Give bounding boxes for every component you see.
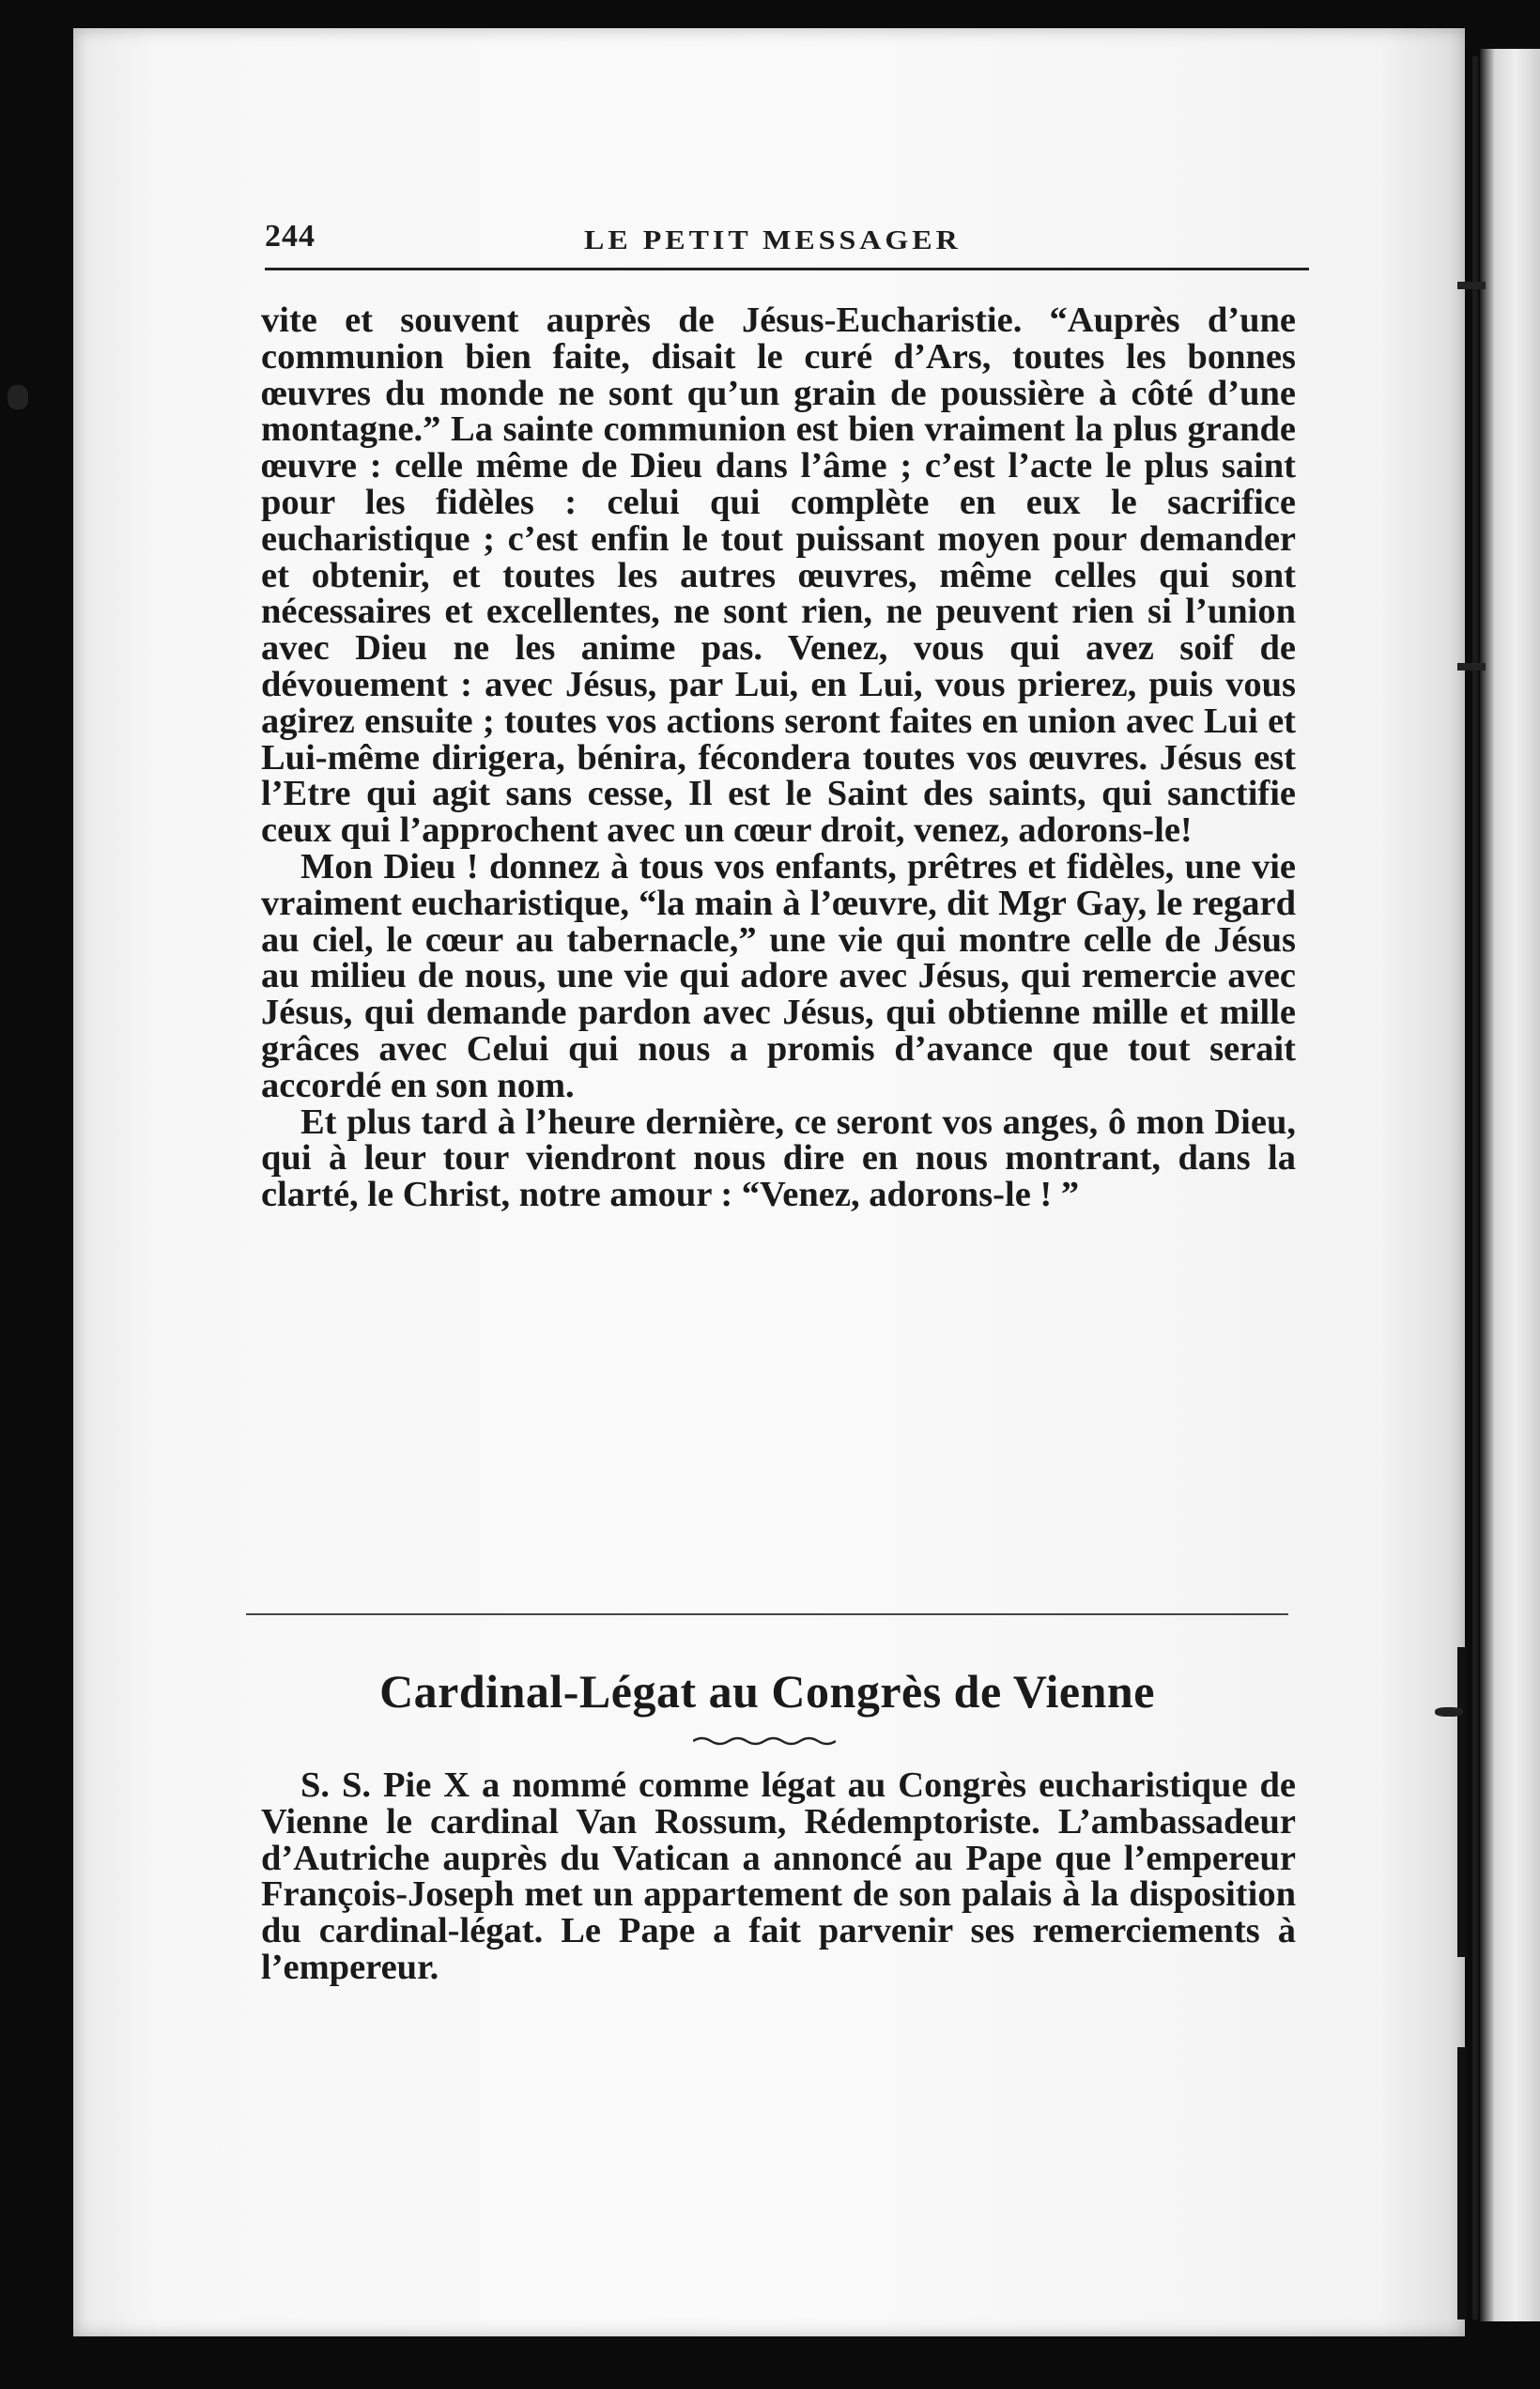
paragraph: Et plus tard à l’heure dernière, ce seront vos anges, ô mon Dieu, qui à leur tour viendront nous dire en nous montrant, dans la clarté, le Christ, notre amour : “Venez, adorons-le ! ” (261, 1102, 1296, 1215)
scan-speck (1435, 1707, 1463, 1717)
binding-stitch (1457, 282, 1486, 289)
news-item-body (261, 1767, 1296, 1986)
running-title: LE PETIT MESSAGER (584, 223, 962, 255)
page-number: 244 (265, 219, 316, 254)
section-heading: Cardinal-Légat au Congrès de Vienne (379, 1665, 1155, 1718)
wave-ornament (693, 1735, 836, 1747)
binding-stitch (1457, 2047, 1467, 2320)
paragraph: vite et souvent auprès de Jésus-Eucharistie. “Auprès d’une communion bien faite, disait le curé d’Ars, toutes les bonnes œuvres du monde ne sont qu’un grain de poussière à côté d’une montagne.” La sainte communion est bien vraiment la plus grande œuvre : celle même de Dieu dans l’âme ; c’est l’acte le plus saint pour les fidèles : celui qui complète en eux le sacrifice eucharistique ; c’est enfin le tout puissant moyen pour demander et obtenir, et toutes les autres œuvres, même celles qui sont nécessaires et excellentes, ne sont rien, ne peuvent rien si l’union avec Dieu ne les anime pas. Venez, vous qui avez soif de dévouement : avec Jésus, par Lui, en Lui, vous prierez, puis vous agirez ensuite ; toutes vos actions seront faites en union avec Lui et Lui-même dirigera, bénira, fécondera toutes vos œuvres. Jésus est l’Etre qui agit sans cesse, Il est le Saint des saints, qui sanctifie ceux qui l’approchent avec un cœur droit, venez, adorons-le! (261, 301, 1296, 851)
scan-speck (8, 385, 28, 409)
paragraph: Mon Dieu ! donnez à tous vos enfants, prêtres et fidèles, une vie vraiment eucharistique, “la main à l’œuvre, dit Mgr Gay, le regard au ciel, le cœur au tabernacle,” une vie qui montre celle de Jésus au milieu de nous, une vie qui adore avec Jésus, qui remercie avec Jésus, qui demande pardon avec Jésus, qui obtienne mille et mille grâces avec Celui qui nous a promis d’avance que tout serait accordé en son nom. (261, 846, 1296, 1105)
binding-stitch (1457, 663, 1486, 670)
binding-stitch (1457, 1647, 1467, 1957)
article-body (261, 302, 1296, 1213)
paragraph: S. S. Pie X a nommé comme légat au Congrès eucharistique de Vienne le cardinal Van Rossum, Rédemptoriste. L’ambassadeur d’Autriche auprès du Vatican a annoncé au Pape que l’empereur François-Joseph met un appartement de son palais à la disposition du cardinal-légat. Le Pape a fait parvenir ses remerciements à l’empereur. (261, 1765, 1296, 1987)
binding-edge (1472, 56, 1478, 2320)
running-head (265, 219, 1309, 270)
adjacent-page-edge (1480, 49, 1540, 2321)
section-divider (246, 1613, 1288, 1615)
